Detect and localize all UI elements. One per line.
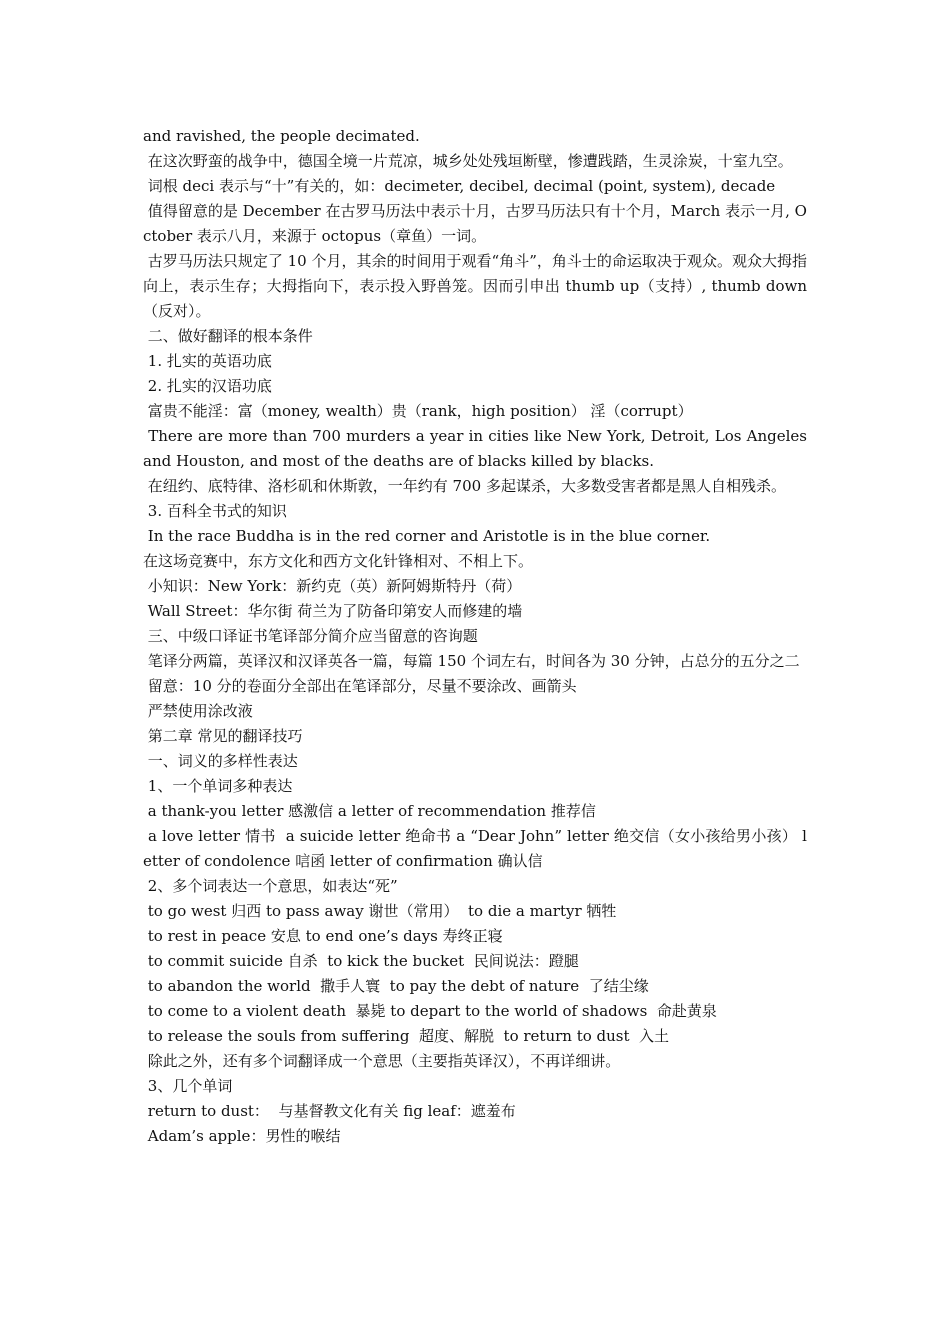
paragraph: 词根 deci 表示与“十”有关的，如：decimeter, decibel, decimal (point, system), decade [143,177,776,195]
paragraph: There are more than 700 murders a year in cities like New York, Detroit, Los Angeles and Houston, and most of the deaths are of blacks killed by blacks. [143,427,812,470]
section-heading: 二、做好翻译的根本条件 [143,327,313,345]
paragraph: 在这次野蛮的战争中，德国全境一片荒凉，城乡处处残垣断壁，惨遭践踏，生灵涂炭，十室九空。 [143,152,793,170]
subsection-heading: 3、几个单词 [143,1077,233,1095]
paragraph: 留意：10 分的卷面分全部出在笔译部分，尽量不要涂改、画箭头 [143,677,577,695]
paragraph: Wall Street：华尔街 荷兰为了防备印第安人而修建的墙 [143,602,523,620]
paragraph: to rest in peace 安息 to end one’s days 寿终正寝 [143,927,503,945]
paragraph: a thank-you letter 感激信 a letter of recommendation 推荐信 [143,802,596,820]
paragraph: Adam’s apple：男性的喉结 [143,1127,341,1145]
paragraph: to release the souls from suffering 超度、解脱 to return to dust 入土 [143,1027,670,1045]
list-item: 2. 扎实的汉语功底 [143,377,272,395]
paragraph: 小知识：New York：新约克（英）新阿姆斯特丹（荷） [143,577,522,595]
paragraph: 严禁使用涂改液 [143,702,253,720]
subsection-heading: 1、一个单词多种表达 [143,777,293,795]
paragraph: to come to a violent death 暴毙 to depart to the world of shadows 命赴黄泉 [143,1002,717,1020]
section-heading: 三、中级口译证书笔译部分简介应当留意的咨询题 [143,627,478,645]
paragraph: a love letter 情书 a suicide letter 绝命书 a “Dear John” letter 绝交信（女小孩给男小孩） letter of condolence 唁函 letter of confirmation 确认信 [143,827,807,870]
paragraph: and ravished, the people decimated. [143,127,420,145]
list-item: 3. 百科全书式的知识 [143,502,287,520]
paragraph: In the race Buddha is in the red corner and Aristotle is in the blue corner. [143,527,711,545]
paragraph: 除此之外，还有多个词翻译成一个意思（主要指英译汉），不再详细讲。 [143,1052,621,1070]
chapter-heading: 第二章 常见的翻译技巧 [143,727,303,745]
list-item: 1. 扎实的英语功底 [143,352,272,370]
paragraph: 笔译分两篇，英译汉和汉译英各一篇，每篇 150 个词左右，时间各为 30 分钟，占总分的五分之二 [143,652,800,670]
subsection-heading: 2、多个词表达一个意思，如表达“死” [143,877,398,895]
paragraph: 在纽约、底特律、洛杉矶和休斯敦，一年约有 700 多起谋杀，大多数受害者都是黑人自相残杀。 [143,477,786,495]
paragraph: 富贵不能淫：富（money, wealth）贵（rank，high position） 淫（corrupt） [143,402,693,420]
paragraph: to abandon the world 撒手人寰 to pay the debt of nature 了结尘缘 [143,977,649,995]
paragraph: to commit suicide 自杀 to kick the bucket 民间说法：蹬腿 [143,952,579,970]
paragraph: to go west 归西 to pass away 谢世（常用） to die a martyr 牺牲 [143,902,617,920]
section-heading: 一、词义的多样性表达 [143,752,298,770]
paragraph: 值得留意的是 December 在古罗马历法中表示十月，古罗马历法只有十个月，March 表示一月, October 表示八月，来源于 octopus（章鱼）一词。 [143,202,807,245]
paragraph: return to dust： 与基督教文化有关 fig leaf：遮羞布 [143,1102,516,1120]
document-body [143,124,812,1149]
paragraph: 古罗马历法只规定了 10 个月，其余的时间用于观看“角斗”，角斗士的命运取决于观众。观众大拇指向上，表示生存；大拇指向下，表示投入野兽笼。因而引申出 thumb up（支持）, thumb down（反对）。 [143,252,807,320]
paragraph: 在这场竞赛中，东方文化和西方文化针锋相对、不相上下。 [143,552,534,570]
